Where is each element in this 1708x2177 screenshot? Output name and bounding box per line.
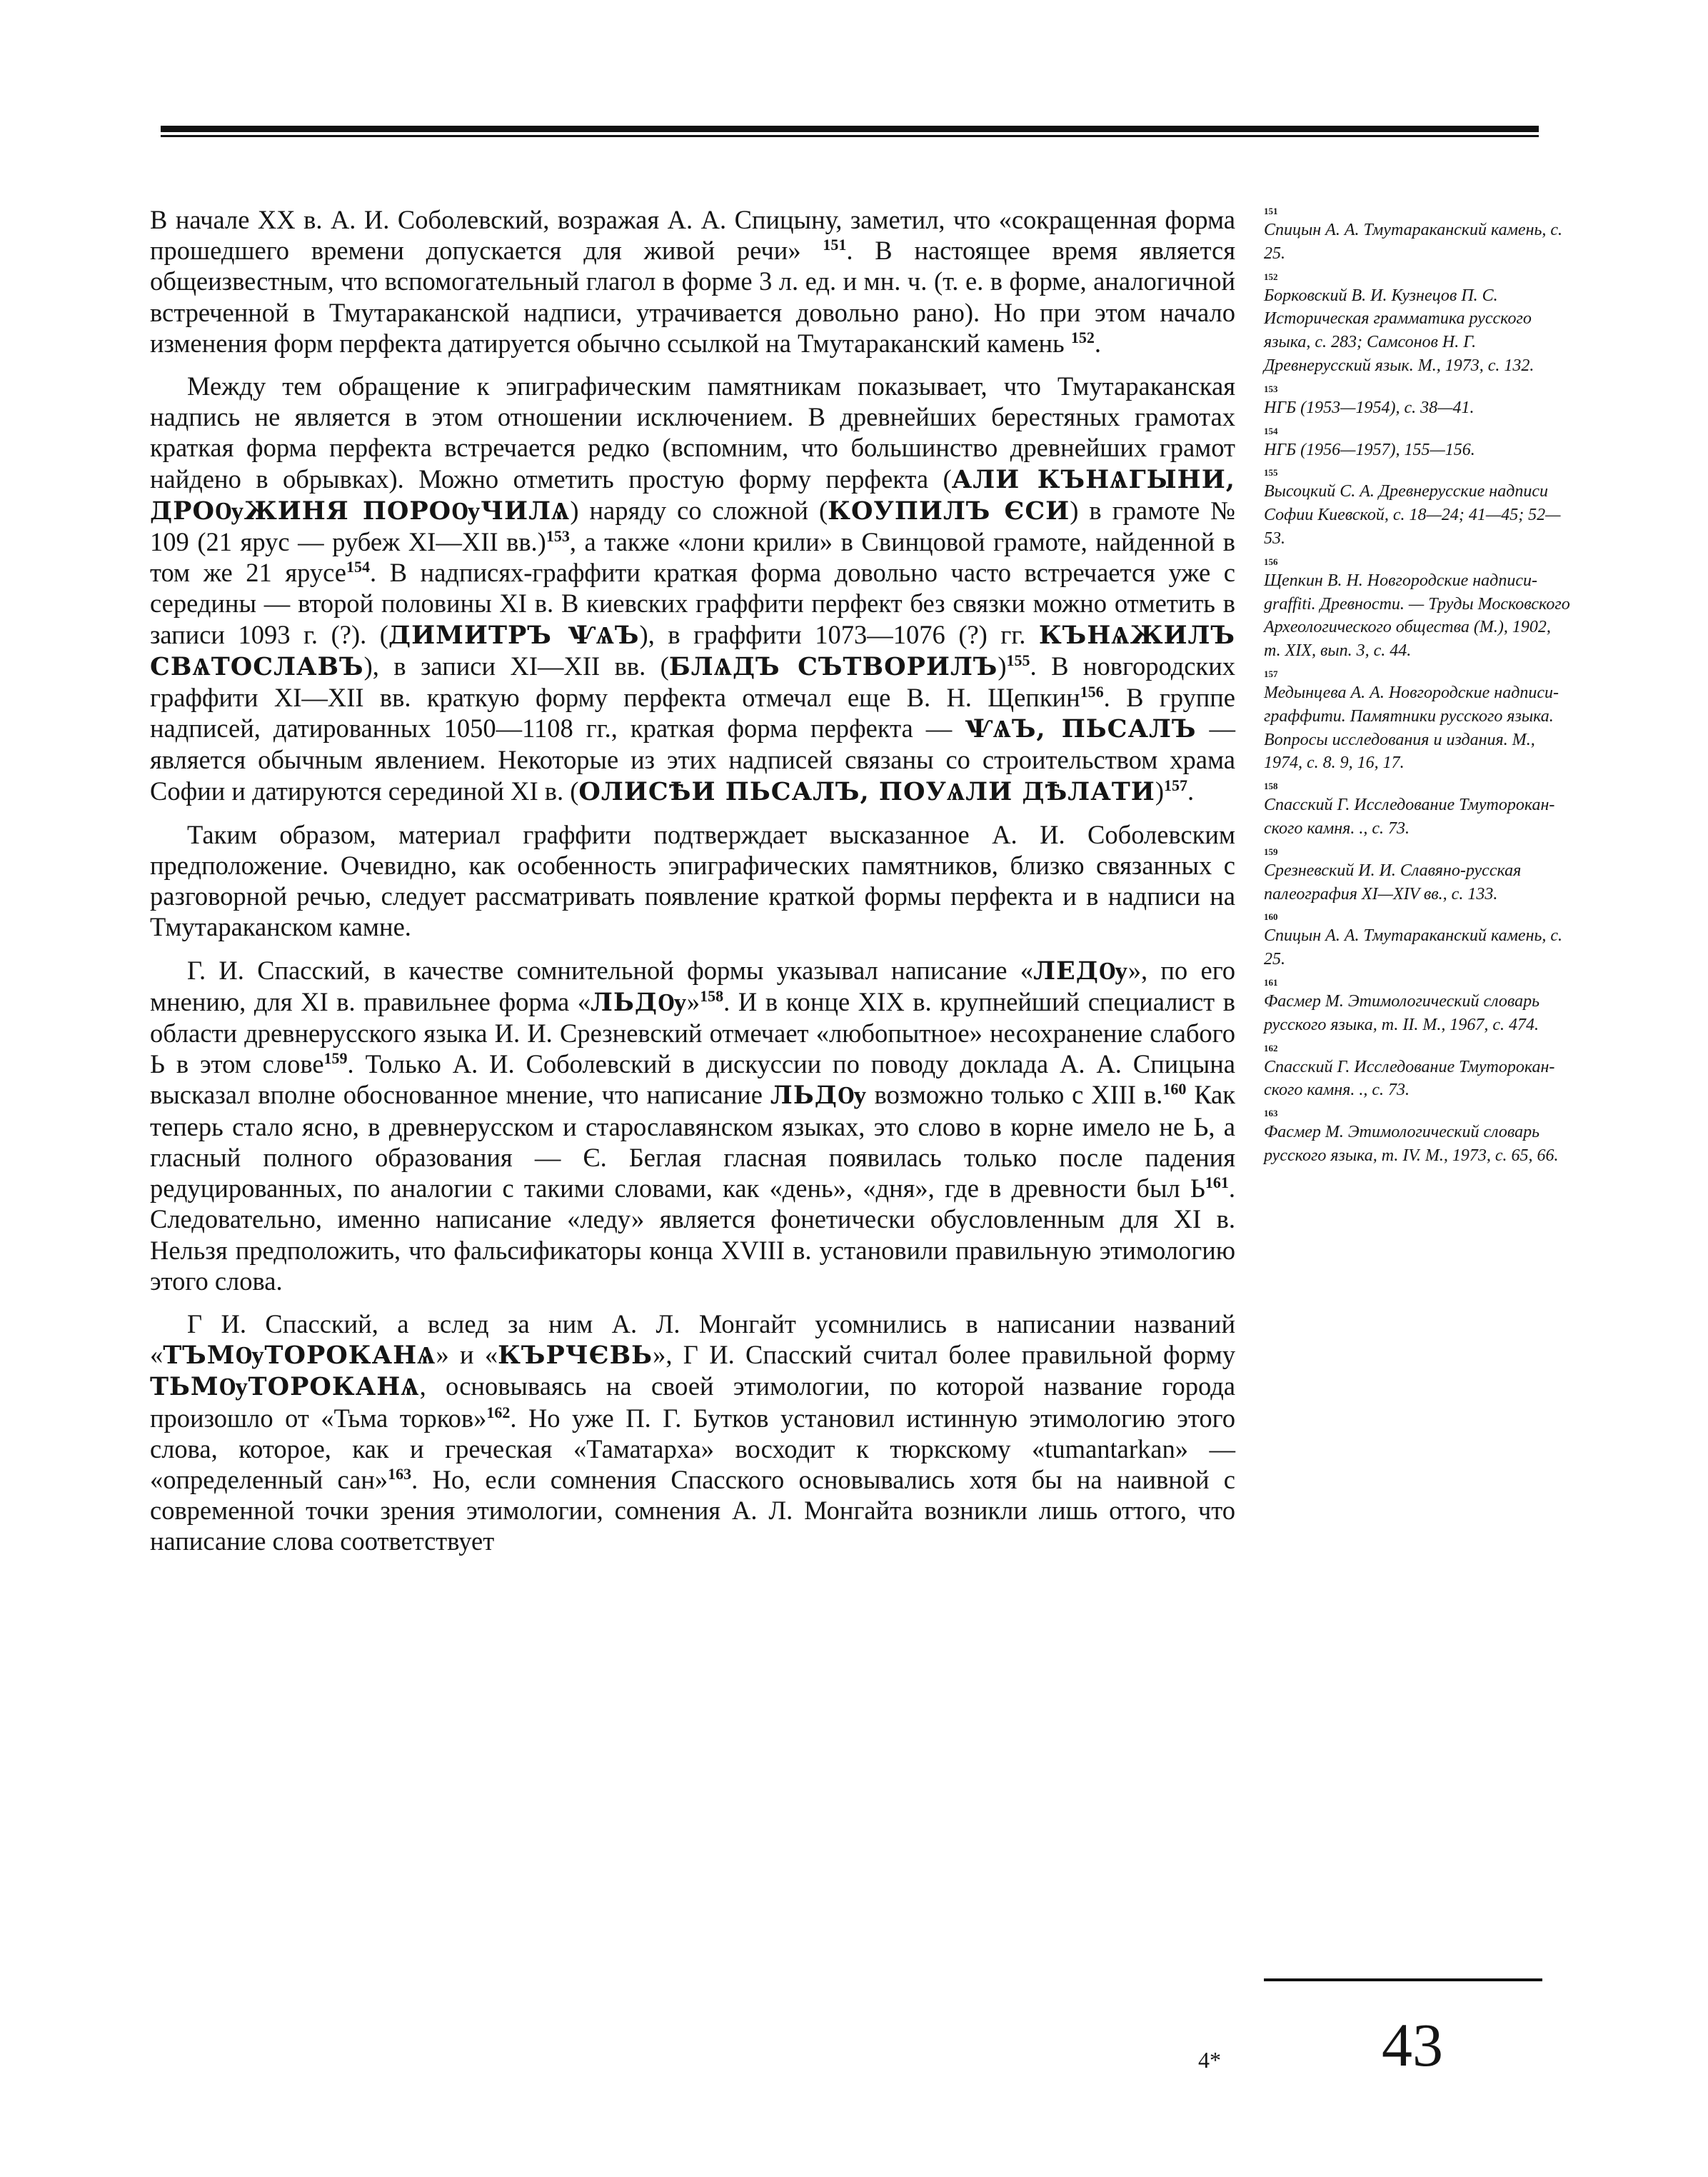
footnote-ref[interactable]: 161 [1205, 1173, 1229, 1191]
paragraph-p4 [150, 955, 1235, 1296]
footnote-ref[interactable]: 157 [1163, 776, 1187, 794]
footnote-158 [1264, 779, 1571, 841]
text-run: . В надписях-граффити краткая форма довольно часто встречается уже с середины — второй половины XI в. В киевских граффити перфект без связки можно отметить в записи 1093 г. (?). ( [150, 558, 1236, 649]
text-run: . И в конце XIX в. крупнейший специалист в области древнерусского языка И. И. Срезневский отмечает «любопытное» несохранение слабого Ь в этом слове [150, 986, 1235, 1079]
footnote-text: НГБ (1953—1954), с. 38—41. [1264, 398, 1475, 417]
old-slavonic-inscription: ЛЬДѸ [591, 987, 687, 1017]
footnote-text: Фасмер М. Этимологический словарь русского языка, т. IV. М., 1973, с. 65, 66. [1264, 1123, 1559, 1165]
footnotes-bottom-rule [1264, 1978, 1542, 1981]
footnote-ref[interactable]: 152 [1070, 328, 1095, 346]
footnote-ref[interactable]: 156 [1080, 682, 1104, 701]
top-rule [161, 126, 1539, 132]
text-run: », Г И. Спасский считал более правильной форму [653, 1340, 1235, 1370]
footnote-text: Фасмер М. Этимологический словарь русского языка, т. II. М., 1967, с. 474. [1264, 991, 1540, 1034]
footnote-153 [1264, 382, 1571, 420]
text-run: Как теперь стало ясно, в древнерусском и старославянском языках, это слово в корне имело не Ь, а гласный полного образования — Є. Беглая гласная появилась только после падения редуцированных, по аналогии с такими словами, как «день», «дня», где в древности был Ь [150, 1080, 1235, 1203]
footnote-text: Борковский В. И. Кузнецов П. С. Историческая грамматика русского языка, с. 283; Самсонов Н. Г. Древнерусский язык. М., 1973, с. 132. [1264, 286, 1534, 375]
footnote-ref[interactable]: 155 [1006, 651, 1030, 669]
footnote-162 [1264, 1041, 1571, 1103]
text-run: » и « [436, 1340, 498, 1370]
footnote-ref[interactable]: 153 [546, 526, 570, 545]
footnote-163 [1264, 1106, 1571, 1168]
footnote-159 [1264, 845, 1571, 906]
footnote-number: 162 [1264, 1042, 1278, 1054]
footnote-151 [1264, 204, 1571, 266]
paragraph-p5 [150, 1308, 1235, 1557]
footnote-152 [1264, 270, 1571, 378]
footnote-ref[interactable]: 159 [323, 1049, 348, 1068]
text-run: , а также «лони крили» в Свинцовой грамоте, найденной в том же 21 ярусе [150, 527, 1235, 588]
footnote-160 [1264, 910, 1571, 971]
footnote-number: 160 [1264, 911, 1278, 923]
footnote-text: Срезневский И. И. Славяно-русская палеография XI—XIV вв., с. 133. [1264, 861, 1522, 904]
footnote-157 [1264, 667, 1571, 775]
old-slavonic-inscription: АЛИ КЪНѦГЫНИ, ДРОѸЖИНЯ ПОРОѸЧИЛѦ [150, 464, 1235, 526]
footnote-ref[interactable]: 163 [388, 1464, 412, 1483]
text-run: ), в граффити 1073—1076 (?) гг. [639, 619, 1039, 649]
text-run: . [1094, 328, 1101, 358]
text-run: . В настоящее время является общеизвестным, что вспомогательный глагол в форме 3 л. ед. и мн. ч. (т. е. в форме, аналогичной встреченной в Тмутараканской надписи, утрачивается довольно рано). Но при этом начало изменения форм перфекта датируется обычно ссылкой на Тмутараканский камень [150, 236, 1235, 358]
paragraph-p3 [150, 819, 1235, 943]
text-run: ) [1155, 776, 1164, 806]
text-run: . Следовательно, именно написание «леду» является фонетически обусловленным для XI в. Нельзя предположить, что фальсификаторы конца XVIII в. установили правильную этимологию этого слова. [150, 1173, 1235, 1296]
paragraph-p1 [150, 204, 1235, 359]
text-run: . Только А. И. Соболевский в дискуссии по поводу доклада А. А. Спицына высказал вполне обоснованное мнение, что написание [150, 1049, 1235, 1110]
footnote-161 [1264, 976, 1571, 1037]
footnote-text: Щепкин В. Н. Новгородские надписи-graffiti. Древности. — Труды Московского Археологического общества (М.), 1902, т. XIX, вып. 3, с. 44. [1264, 571, 1570, 661]
text-run: возможно только с XIII в. [866, 1080, 1163, 1110]
text-run: . В новгородских граффити XI—XII вв. краткую форму перфекта отмечал еще В. Н. Щепкин [150, 651, 1235, 713]
text-run: ) наряду со сложной ( [570, 495, 828, 525]
footnote-text: Медынцева А. А. Новгородские надписи-граффити. Памятники русского языка. Вопросы исследования и издания. М., 1974, с. 8. 9, 16, 17. [1264, 683, 1559, 773]
old-slavonic-inscription: ОЛИСѢИ ПЬСАЛЪ, ПОУѦЛИ ДѢЛАТИ [578, 776, 1155, 806]
footnote-text: Спицын А. А. Тмутараканский камень, с. 25. [1264, 221, 1563, 263]
footnote-ref[interactable]: 151 [823, 236, 847, 254]
text-run: . Но, если сомнения Спасского основывались хотя бы на наивной с современной точки зрения этимологии, сомнения А. Л. Монгайта возникли лишь оттого, что написание слова соответствует [150, 1464, 1235, 1556]
text-run: . [1187, 776, 1195, 806]
old-slavonic-inscription: КОУПИЛЪ ЄСИ [828, 496, 1070, 526]
text-run: Г И. Спасский, а вслед за ним А. Л. Монгайт усомнились в написании названий « [150, 1308, 1235, 1370]
paragraph-p2 [150, 371, 1235, 807]
footnote-number: 154 [1264, 425, 1278, 436]
footnote-number: 163 [1264, 1108, 1278, 1119]
text-run: — является обычным явлением. Некоторые из этих надписей связаны со строительством храма Софии и датируются серединой XI в. ( [150, 714, 1236, 806]
footnote-156 [1264, 555, 1571, 663]
footnote-ref[interactable]: 162 [486, 1403, 511, 1421]
footnote-number: 158 [1264, 781, 1278, 792]
footnote-text: Спицын А. А. Тмутараканский камень, с. 25. [1264, 926, 1563, 969]
printer-signature: 4* [1198, 2047, 1221, 2073]
footnote-ref[interactable]: 158 [700, 986, 724, 1005]
footnote-ref[interactable]: 154 [346, 558, 370, 576]
text-run: Г. И. Спасский, в качестве сомнительной формы указывал написание « [187, 955, 1034, 985]
footnote-155 [1264, 466, 1571, 550]
text-run: ) [998, 651, 1007, 681]
footnote-154 [1264, 424, 1571, 462]
footnotes-column [1264, 204, 1571, 1172]
text-run: ) в грамоте № 109 (21 ярус — рубеж XI—XII вв.) [150, 495, 1235, 557]
text-run: », по его мнению, для XI в. правильнее форма « [150, 955, 1236, 1016]
text-run: , основываясь на своей этимологии, по которой название города произошло от «Тьма торков» [150, 1371, 1235, 1433]
text-run: Между тем обращение к эпиграфическим памятникам показывает, что Тмутараканская надпись не является в этом отношении исключением. В древнейших берестяных грамотах краткая форма перфекта встречается редко (вспомним, что большинство древнейших грамот найдено в обрывках). Можно отметить простую форму перфекта ( [150, 371, 1235, 494]
old-slavonic-inscription: ТЬМѸТОРОКАНѦ [150, 1372, 420, 1402]
old-slavonic-inscription: ДИМИТРЪ ѰѦЪ [388, 620, 640, 650]
footnote-text: Высоцкий С. А. Древнерусские надписи Софии Киевской, с. 18—24; 41—45; 52—53. [1264, 482, 1561, 548]
footnote-number: 152 [1264, 271, 1278, 282]
text-run: . Но уже П. Г. Бутков установил истинную этимологию этого слова, которое, как и греческая «Таматарха» восходит к тюркскому «tumantarkan» — «определенный сан» [150, 1403, 1235, 1494]
footnote-number: 153 [1264, 383, 1278, 394]
old-slavonic-inscription: ТЪМѸТОРОКАНѦ [163, 1341, 436, 1371]
old-slavonic-inscription: БЛѦДЪ СЪТВОРИЛЪ [668, 651, 998, 681]
footnote-number: 156 [1264, 556, 1278, 567]
footnote-ref[interactable]: 160 [1162, 1080, 1187, 1098]
text-run: . В группе надписей, датированных 1050—1108 гг., краткая форма перфекта — [150, 683, 1235, 744]
text-run: » [686, 986, 700, 1016]
footnote-number: 157 [1264, 668, 1278, 679]
text-run: ), в записи XI—XII вв. ( [363, 651, 669, 681]
footnote-number: 151 [1264, 206, 1278, 216]
footnote-number: 159 [1264, 846, 1278, 857]
text-run: В начале XX в. А. И. Соболевский, возражая А. А. Спицыну, заметил, что «сокращенная форма прошедшего времени допускается для живой речи» [150, 205, 1235, 266]
text-run: Таким образом, материал граффити подтверждает высказанное А. И. Соболевским предположение. Очевидно, как особенность эпиграфических памятников, близко связанных с разговорной речью, следует рассматривать появление краткой формы перфекта и в надписи на Тмутараканском камне. [150, 819, 1235, 942]
footnote-text: Спасский Г. Исследование Тмуторокан-ского камня. ., с. 73. [1264, 1057, 1555, 1100]
top-rule-thin [161, 135, 1539, 137]
old-slavonic-inscription: ЛЕДѸ [1033, 956, 1128, 986]
main-text-column [150, 204, 1235, 1569]
footnote-text: Спасский Г. Исследование Тмуторокан-ского камня. ., с. 73. [1264, 796, 1555, 838]
old-slavonic-inscription: КЪНѦЖИЛЪ СВѦТОСЛАВЪ [150, 620, 1235, 681]
old-slavonic-inscription: КЪРЧЄВЬ [498, 1341, 653, 1371]
old-slavonic-inscription: ЛЬДѸ [770, 1081, 867, 1111]
footnote-text: НГБ (1956—1957), 155—156. [1264, 440, 1475, 459]
old-slavonic-inscription: ѰѦЪ, ПЬСАЛЪ [965, 714, 1197, 744]
page-number: 43 [1382, 2011, 1443, 2079]
footnote-number: 155 [1264, 467, 1278, 479]
footnote-number: 161 [1264, 976, 1278, 988]
